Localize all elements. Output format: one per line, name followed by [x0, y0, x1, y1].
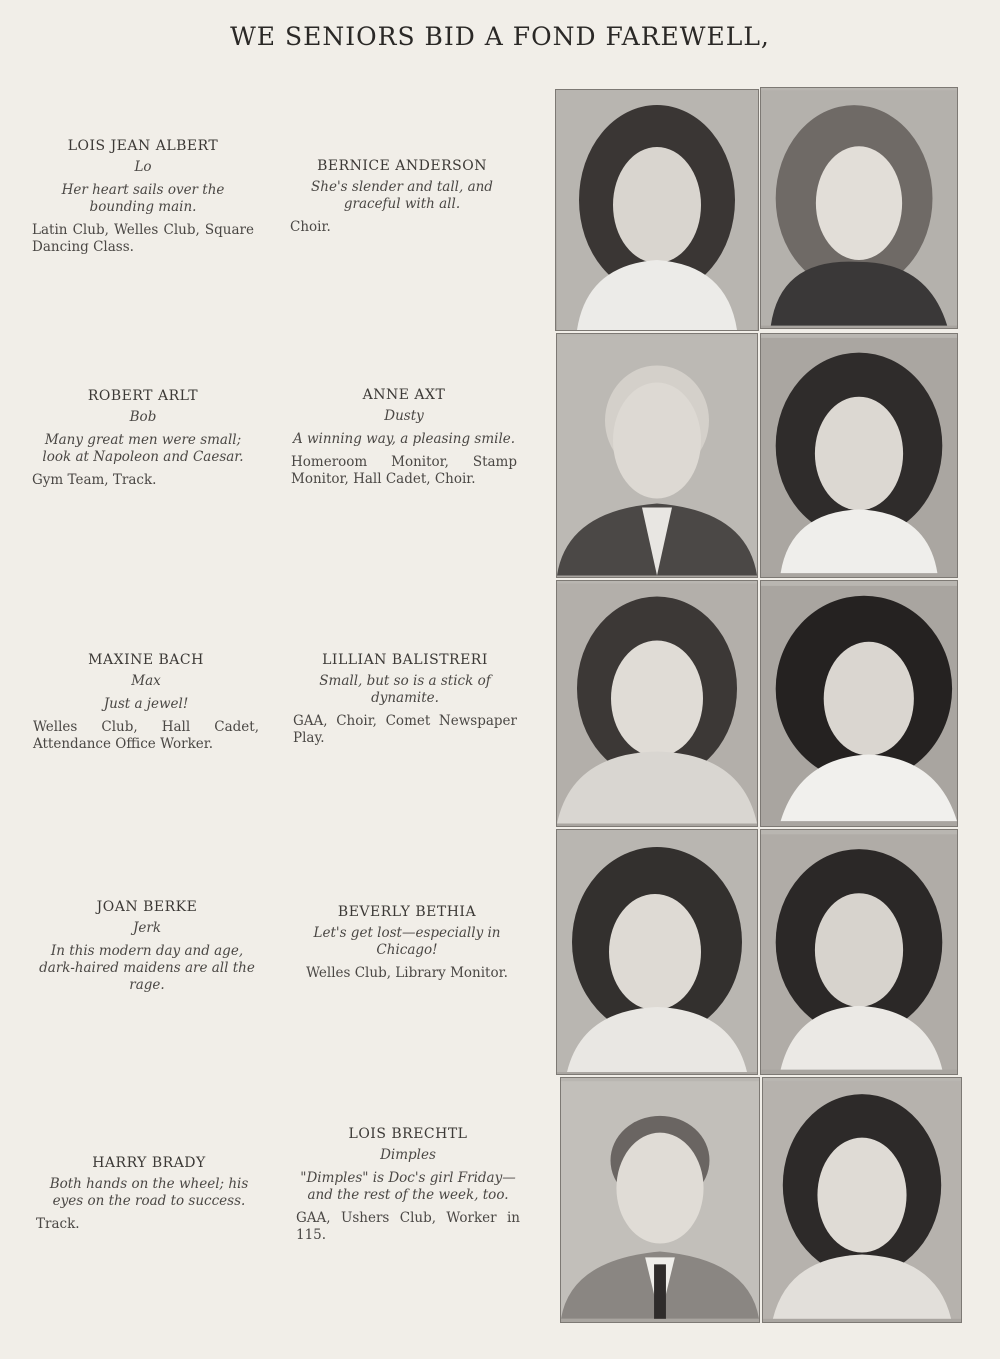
senior-quote: Her heart sails over the bounding main.	[61, 182, 225, 215]
senior-entry-bach	[33, 652, 259, 753]
portrait-photo-arlt	[556, 333, 758, 578]
senior-activities: GAA, Choir, Comet Newspaper Play.	[293, 713, 517, 746]
senior-nickname: Bob	[129, 409, 157, 425]
senior-nickname: Dusty	[384, 408, 424, 424]
portrait-photo-bethia	[760, 829, 958, 1075]
senior-quote: Just a jewel!	[103, 696, 189, 712]
portrait-photo-axt	[760, 333, 958, 578]
senior-quote: Let's get lost—especially in Chicago!	[313, 925, 501, 958]
senior-activities: Latin Club, Welles Club, Square Dancing Class.	[32, 222, 254, 255]
senior-name: HARRY BRADY	[92, 1155, 206, 1171]
portrait-photo-brechtl	[762, 1077, 962, 1323]
senior-nickname: Max	[131, 673, 161, 689]
senior-quote: "Dimples" is Doc's girl Friday—and the rest of the week, too.	[300, 1170, 516, 1203]
senior-entry-arlt	[32, 388, 254, 489]
senior-activities: Homeroom Monitor, Stamp Monitor, Hall Cadet, Choir.	[291, 454, 517, 487]
senior-nickname: Jerk	[132, 920, 162, 936]
senior-nickname: Dimples	[380, 1147, 436, 1163]
portrait-photo-brady	[560, 1077, 760, 1323]
portrait-photo-berke	[556, 829, 758, 1075]
senior-activities: Gym Team, Track.	[32, 472, 157, 488]
senior-name: ANNE AXT	[362, 387, 446, 403]
senior-quote: She's slender and tall, and graceful with all.	[311, 179, 493, 212]
senior-name: LILLIAN BALISTRERI	[322, 652, 488, 668]
portrait-photo-albert	[555, 89, 759, 331]
senior-entry-brechtl	[296, 1126, 520, 1244]
senior-name: MAXINE BACH	[88, 652, 204, 668]
portrait-photo-bach	[556, 580, 758, 827]
portrait-photo-balistreri	[760, 580, 958, 827]
senior-quote: In this modern day and age, dark-haired maidens are all the rage.	[39, 943, 255, 993]
senior-activities: Welles Club, Hall Cadet, Attendance Office Worker.	[33, 719, 259, 752]
senior-entry-axt	[291, 387, 517, 488]
senior-entry-balistreri	[293, 652, 517, 747]
portrait-photo-anderson	[760, 87, 958, 329]
senior-quote: Both hands on the wheel; his eyes on the road to success.	[49, 1176, 249, 1209]
senior-nickname: Lo	[134, 159, 152, 175]
senior-name: ROBERT ARLT	[87, 388, 199, 404]
page-title: WE SENIORS BID A FOND FAREWELL,	[230, 22, 770, 51]
senior-entry-anderson	[290, 158, 514, 236]
senior-activities: GAA, Ushers Club, Worker in 115.	[296, 1210, 520, 1243]
senior-entry-berke	[34, 899, 260, 1000]
senior-quote: Small, but so is a stick of dynamite.	[319, 673, 491, 706]
senior-name: JOAN BERKE	[96, 899, 198, 915]
senior-entry-albert	[32, 138, 254, 256]
senior-name: BERNICE ANDERSON	[317, 158, 487, 174]
senior-activities: Track.	[36, 1216, 80, 1232]
senior-quote: A winning way, a pleasing smile.	[292, 431, 516, 447]
senior-name: LOIS JEAN ALBERT	[67, 138, 219, 154]
senior-name: LOIS BRECHTL	[348, 1126, 468, 1142]
senior-activities: Choir.	[290, 219, 331, 235]
senior-entry-bethia	[294, 904, 520, 982]
senior-entry-brady	[36, 1155, 262, 1233]
senior-activities: Welles Club, Library Monitor.	[306, 965, 508, 981]
senior-name: BEVERLY BETHIA	[337, 904, 477, 920]
senior-quote: Many great men were small; look at Napoleon and Caesar.	[42, 432, 244, 465]
